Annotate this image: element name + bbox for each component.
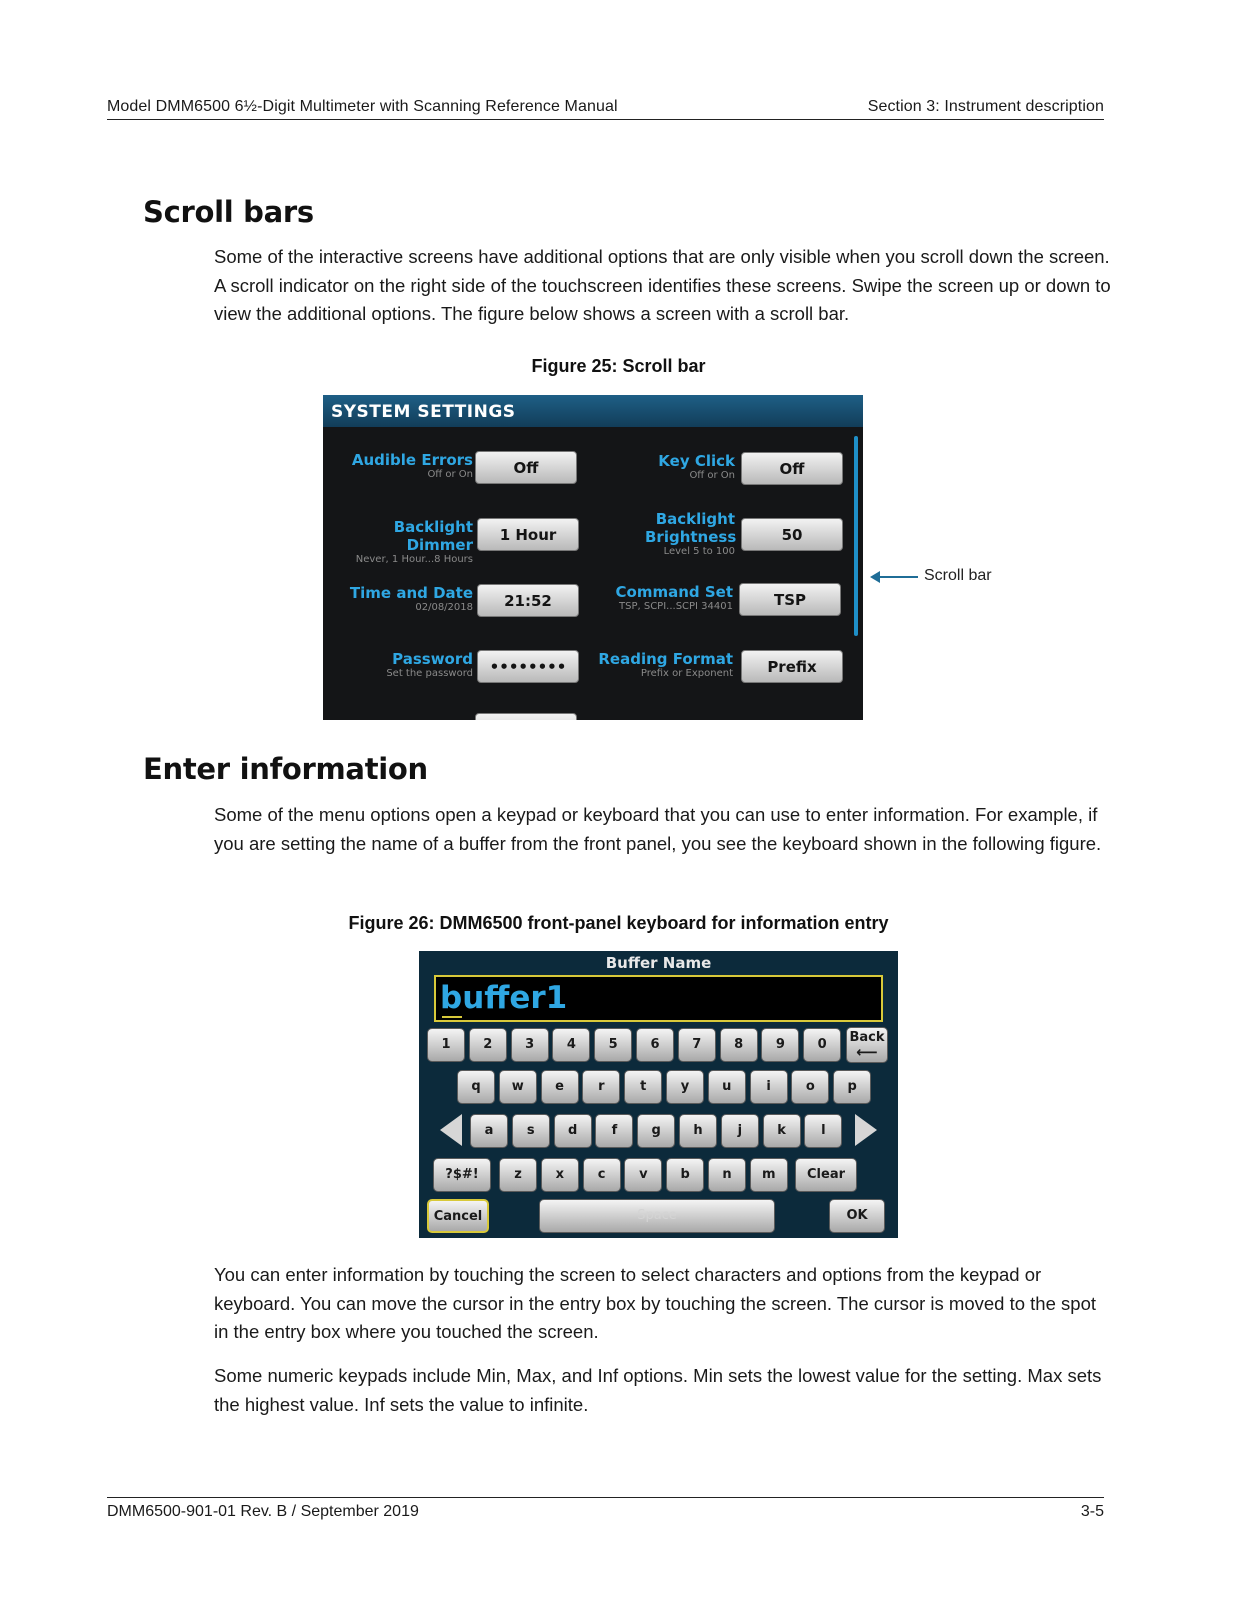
- key-o[interactable]: o: [791, 1070, 829, 1104]
- key-m[interactable]: m: [750, 1158, 788, 1192]
- key-1[interactable]: 1: [427, 1028, 465, 1062]
- scroll-bar-callout: [870, 566, 1010, 588]
- key-i[interactable]: i: [750, 1070, 788, 1104]
- key-j[interactable]: j: [721, 1114, 759, 1148]
- figure-25-caption: Figure 25: Scroll bar: [531, 356, 706, 376]
- key-s[interactable]: s: [512, 1114, 550, 1148]
- key-5[interactable]: 5: [594, 1028, 632, 1062]
- section-title: Section 3: Instrument description: [867, 98, 1104, 115]
- key-e[interactable]: e: [541, 1070, 579, 1104]
- reading-format-button[interactable]: Prefix: [741, 650, 843, 683]
- key-3[interactable]: 3: [511, 1028, 549, 1062]
- password-button[interactable]: ••••••••: [477, 650, 579, 683]
- buffer-name-input[interactable]: [434, 975, 883, 1022]
- callout-label: Scroll bar: [924, 567, 992, 584]
- figure-26-caption: Figure 26: DMM6500 front-panel keyboard for information entry: [348, 913, 889, 933]
- key-c[interactable]: c: [583, 1158, 621, 1192]
- setting-label-backlight-brightness: Backlight Brightness Level 5 to 100: [645, 510, 737, 557]
- key-8[interactable]: 8: [720, 1028, 758, 1062]
- setting-label-password: Password Set the password: [386, 650, 473, 679]
- page-footer: [107, 1497, 1104, 1520]
- cursor-right-arrow-icon[interactable]: [855, 1114, 877, 1146]
- keyboard-screen: [419, 951, 898, 1238]
- setting-label-command-set: Command Set TSP, SCPI...SCPI 34401: [615, 583, 733, 612]
- heading-scroll-bars: Scroll bars: [143, 195, 314, 229]
- key-4[interactable]: 4: [552, 1028, 590, 1062]
- key-2[interactable]: 2: [469, 1028, 507, 1062]
- partial-setting-button[interactable]: [475, 713, 577, 720]
- setting-label-backlight-dimmer: Backlight Dimmer Never, 1 Hour...8 Hours: [355, 518, 473, 565]
- key-k[interactable]: k: [763, 1114, 801, 1148]
- key-d[interactable]: d: [554, 1114, 592, 1148]
- backlight-dimmer-button[interactable]: 1 Hour: [477, 518, 579, 551]
- key-symbols[interactable]: ?$#!: [433, 1158, 491, 1192]
- page-header: [107, 98, 1104, 120]
- key-clear[interactable]: Clear: [795, 1158, 857, 1192]
- key-p[interactable]: p: [833, 1070, 871, 1104]
- key-7[interactable]: 7: [678, 1028, 716, 1062]
- manual-title: Model DMM6500 6½-Digit Multimeter with Scanning Reference Manual: [107, 98, 618, 115]
- scroll-bar[interactable]: [854, 436, 858, 636]
- key-y[interactable]: y: [666, 1070, 704, 1104]
- key-click-button[interactable]: Off: [741, 452, 843, 485]
- key-g[interactable]: g: [637, 1114, 675, 1148]
- page-number: 3-5: [1080, 1503, 1104, 1520]
- cursor-left-arrow-icon[interactable]: [440, 1114, 462, 1146]
- key-t[interactable]: t: [624, 1070, 662, 1104]
- key-h[interactable]: h: [679, 1114, 717, 1148]
- time-and-date-button[interactable]: 21:52: [477, 584, 579, 617]
- text-cursor: [442, 1016, 462, 1018]
- key-9[interactable]: 9: [761, 1028, 799, 1062]
- key-v[interactable]: v: [624, 1158, 662, 1192]
- setting-label-key-click: Key Click Off or On: [658, 452, 735, 481]
- key-r[interactable]: r: [582, 1070, 620, 1104]
- paragraph-enter-information: Some of the menu options open a keypad or keyboard that you can use to enter information. For example, if you are setting the name of a buffer from the front panel, you see the keyboard shown in the following figure.: [214, 804, 1102, 854]
- key-f[interactable]: f: [595, 1114, 633, 1148]
- key-u[interactable]: u: [708, 1070, 746, 1104]
- ok-button[interactable]: OK: [829, 1199, 885, 1233]
- paragraph-scroll-bars: Some of the interactive screens have additional options that are only visible when you scroll down the screen. A scroll indicator on the right side of the touchscreen identifies these screens. Swipe the screen up or down to view the additional options. The figure below shows a screen with a scroll bar.: [214, 246, 1111, 324]
- key-n[interactable]: n: [708, 1158, 746, 1192]
- key-6[interactable]: 6: [636, 1028, 674, 1062]
- document-number: DMM6500-901-01 Rev. B / September 2019: [107, 1503, 419, 1520]
- setting-label-time-and-date: Time and Date 02/08/2018: [349, 584, 473, 613]
- paragraph-touch-entry: You can enter information by touching the screen to select characters and options from the keypad or keyboard. You can move the cursor in the entry box by touching the screen. The cursor is moved to the spot in the entry box where you touched the screen.: [214, 1264, 1096, 1342]
- system-settings-screen: [323, 395, 863, 720]
- keyboard-title: Buffer Name: [605, 954, 712, 972]
- key-l[interactable]: l: [804, 1114, 842, 1148]
- key-b[interactable]: b: [666, 1158, 704, 1192]
- key-back[interactable]: Back ⟵: [846, 1027, 888, 1063]
- key-z[interactable]: z: [499, 1158, 537, 1192]
- paragraph-numeric-keypads: Some numeric keypads include Min, Max, and Inf options. Min sets the lowest value for the setting. Max sets the highest value. Inf sets the value to infinite.: [214, 1365, 1102, 1415]
- key-x[interactable]: x: [541, 1158, 579, 1192]
- key-w[interactable]: w: [499, 1070, 537, 1104]
- key-a[interactable]: a: [470, 1114, 508, 1148]
- key-0[interactable]: 0: [803, 1028, 841, 1062]
- entry-value: buffer1: [440, 980, 568, 1016]
- command-set-button[interactable]: TSP: [739, 583, 841, 616]
- key-q[interactable]: q: [457, 1070, 495, 1104]
- backlight-brightness-button[interactable]: 50: [741, 518, 843, 551]
- back-arrow-icon: ⟵: [856, 1043, 878, 1061]
- setting-label-audible-errors: Audible Errors Off or On: [351, 451, 473, 480]
- heading-enter-information: Enter information: [143, 752, 428, 786]
- cancel-button[interactable]: Cancel: [427, 1199, 489, 1233]
- space-bar[interactable]: Space: [539, 1199, 775, 1233]
- system-settings-title: SYSTEM SETTINGS: [323, 395, 863, 427]
- audible-errors-button[interactable]: Off: [475, 451, 577, 484]
- setting-label-reading-format: Reading Format Prefix or Exponent: [598, 650, 733, 679]
